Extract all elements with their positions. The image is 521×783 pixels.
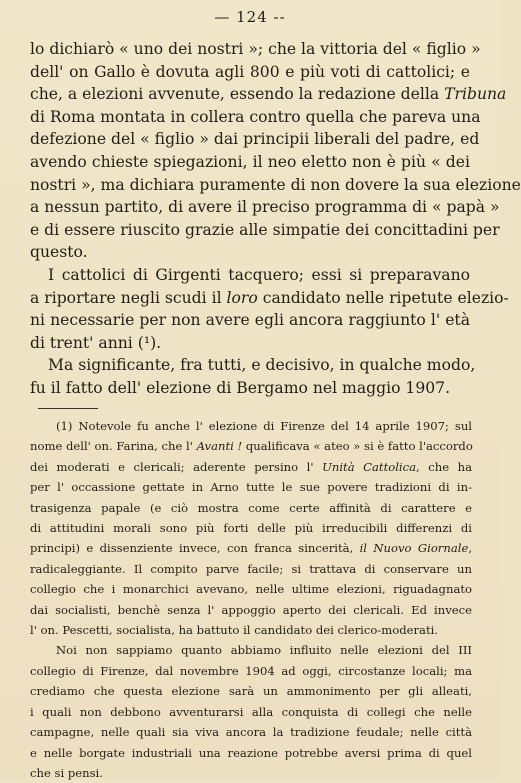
main-text	[30, 38, 521, 400]
text-line: Ma significante, fra tutti, e decisivo, in qualche modo,	[48, 356, 476, 375]
footnote-line: crediamo che questa elezione sarà un ammonimento per gli alleati,	[30, 684, 472, 699]
footnote-line: trasigenza papale (e ciò mostra come certe affinità di carattere e	[30, 500, 472, 515]
footnote	[30, 416, 472, 783]
text-line: di trent' anni (¹).	[30, 333, 162, 352]
italic-phrase: Tribuna	[444, 85, 507, 104]
footnote-line: campagne, nelle quali sia viva ancora la tradizione feudale; nelle città	[30, 725, 472, 740]
italic-phrase: loro	[226, 288, 258, 307]
footnote-line: di attitudini morali sono più forti delle più irreducibili differenzi di	[30, 521, 472, 536]
footnote-line: nome dell' on. Farina, che l' Avanti ! qualificava « ateo » si è fatto l'accordo	[30, 439, 473, 454]
text-line: I cattolici di Girgenti tacquero; essi si preparavano	[48, 265, 470, 284]
footnote-line: e nelle borgate industriali una reazione potrebbe aversi prima di quel	[30, 745, 472, 760]
footnote-line: principi) e dissenziente invece, con franca sincerità, il Nuovo Giornale,	[30, 541, 472, 556]
text-line: questo.	[30, 243, 88, 262]
text-line: e di essere riuscito grazie alle simpatie dei concittadini per	[30, 220, 500, 239]
footnote-line: dai socialisti, benchè senza l' appoggio aperto dei clericali. Ed invece	[30, 602, 472, 617]
footnote-line: Noi non sappiamo quanto abbiamo influito nelle elezioni del III	[56, 643, 472, 658]
text-line: nostri », ma dichiara puramente di non dovere la sua elezione	[30, 175, 521, 194]
text-line: ni necessarie per non avere egli ancora raggiunto l' età	[30, 311, 470, 330]
footnote-line: radicaleggiante. Il compito parve facile; si trattava di conservare un	[30, 561, 472, 576]
footnote-separator	[38, 408, 98, 409]
italic-phrase: il Nuovo Giornale	[359, 541, 469, 556]
text-line: fu il fatto dell' elezione di Bergamo nel maggio 1907.	[30, 378, 451, 397]
footnote-line: l' on. Pescetti, socialista, ha battuto il candidato dei clerico-moderati.	[30, 623, 439, 638]
footnote-line: dei moderati e clericali; aderente persino l' Unità Cattolica, che ha	[30, 459, 472, 474]
footnote-line: per l' occassione gettate in Arno tutte le sue povere tradizioni di in-	[30, 480, 472, 495]
text-line: lo dichiarò « uno dei nostri »; che la vittoria del « figlio »	[30, 40, 481, 58]
italic-phrase: Unità Cattolica	[322, 459, 417, 474]
text-line: dell' on Gallo è dovuta agli 800 e più voti di cattolici; e	[30, 62, 470, 81]
footnote-line: collegio di Firenze, dal novembre 1904 ad oggi, circostanze locali; ma	[30, 663, 472, 678]
text-line: a riportare negli scudi il loro candidato nelle ripetute elezio-	[30, 288, 509, 307]
page-number: — 124 --	[214, 8, 286, 26]
text-line: avendo chieste spiegazioni, il neo eletto non è più « dei	[30, 152, 470, 171]
text-line: a nessun partito, di avere il preciso programma di « papà »	[30, 198, 500, 217]
italic-phrase: Avanti !	[196, 439, 243, 454]
text-line: che, a elezioni avvenute, essendo la redazione della Tribuna	[30, 85, 507, 104]
footnote-line: che si pensi.	[30, 765, 103, 780]
footnote-line: collegio che i monarchici avevano, nelle ultime elezioni, riguadagnato	[30, 582, 472, 597]
text-line: defezione del « figlio » dai principii liberali del padre, ed	[30, 130, 480, 149]
footnote-line: (1) Notevole fu anche l' elezione di Firenze del 14 aprile 1907; sul	[56, 419, 472, 433]
footnote-line: i quali non debbono avventurarsi alla conquista di collegi che nelle	[30, 704, 472, 719]
text-line: di Roma montata in collera contro quella che pareva una	[30, 107, 481, 126]
